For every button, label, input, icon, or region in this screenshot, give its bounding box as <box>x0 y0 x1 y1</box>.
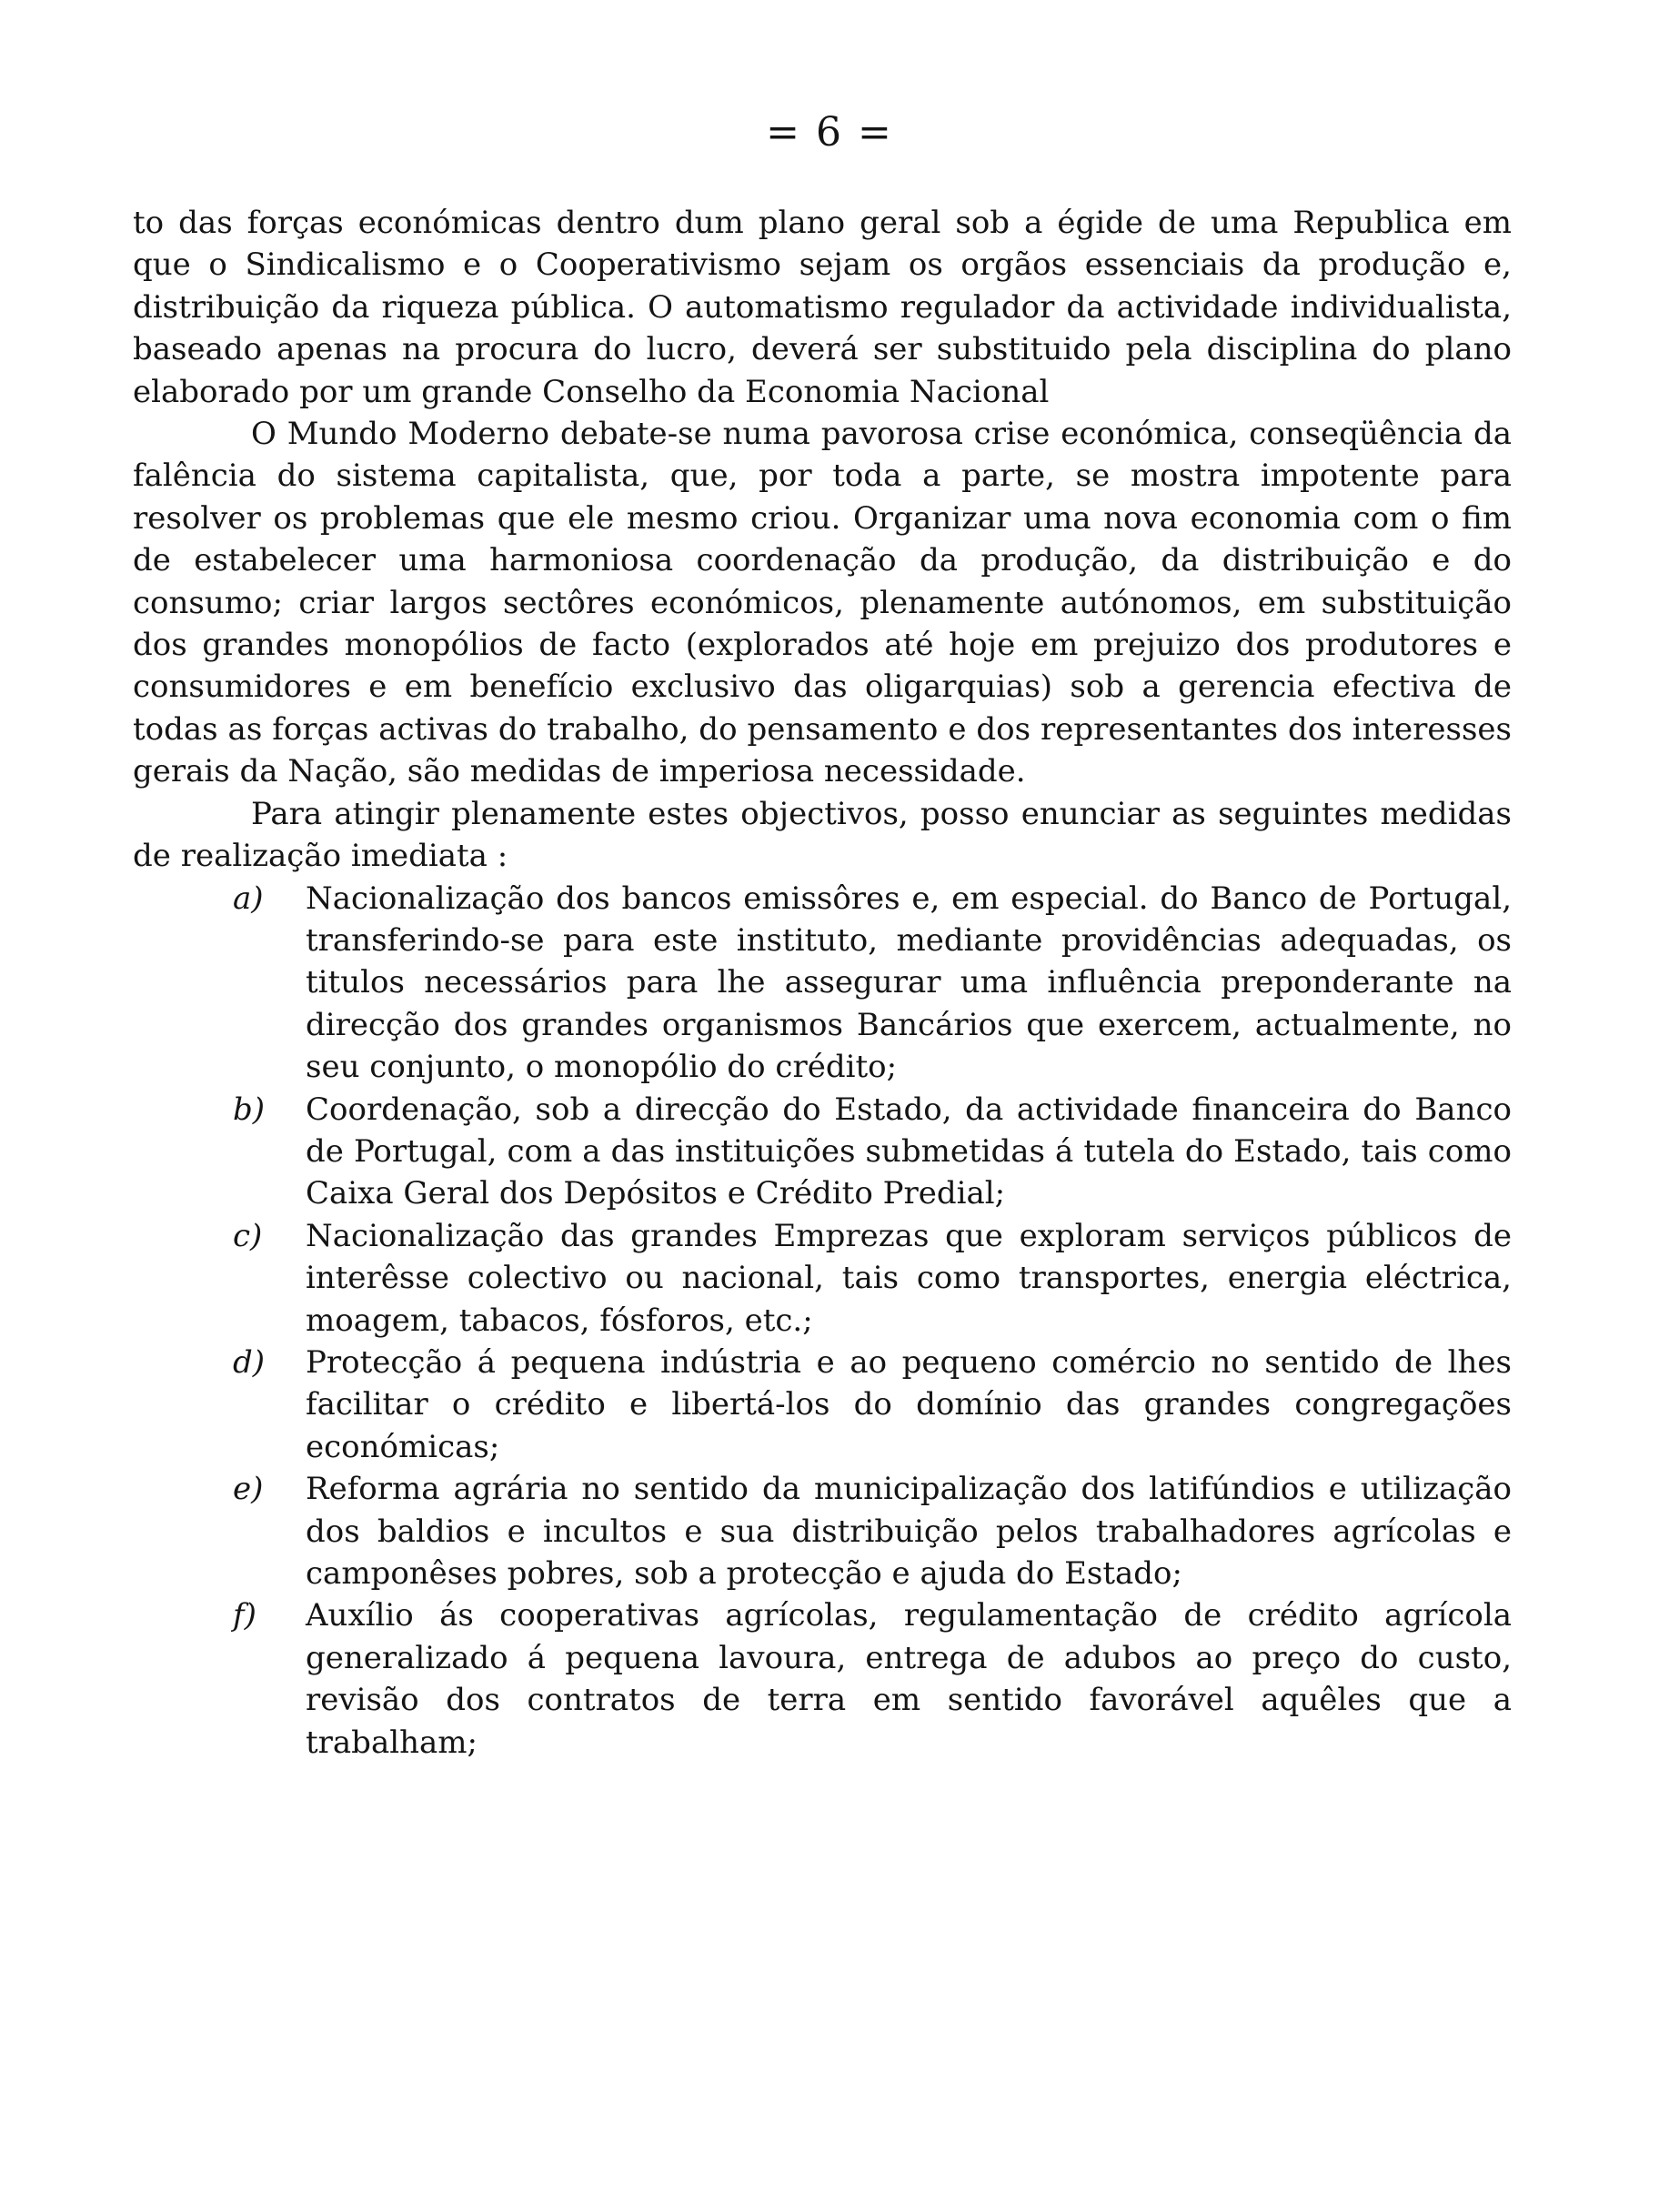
measure-marker: e) <box>233 1471 264 1508</box>
measure-text: Coordenação, sob a direcção do Estado, da actividade financeira do Banco de Portugal, com a das instituições submetidas á tutela do Estado, tais como Caixa Geral dos Depósitos e Crédito Predial; <box>306 1091 1512 1212</box>
measure-item-d <box>133 1342 1512 1468</box>
measure-text: Auxílio ás cooperativas agrícolas, regulamentação de crédito agrícola generalizado á pequena lavoura, entrega de adubos ao preço do custo, revisão dos contratos de terra em sentido favorável aquêles que a trabalham; <box>306 1597 1512 1761</box>
measure-marker: a) <box>233 880 264 917</box>
measure-marker: f) <box>233 1597 256 1634</box>
measure-marker: d) <box>233 1343 266 1381</box>
measure-text: Protecção á pequena indústria e ao pequeno comércio no sentido de lhes facilitar o crédito e libertá-los do domínio das grandes congregações económicas; <box>306 1343 1512 1465</box>
measure-item-e <box>133 1468 1512 1594</box>
paragraph-measures-intro: Para atingir plenamente estes objectivos, posso enunciar as seguintes medidas de realização imediata : <box>133 795 1512 875</box>
measure-marker: c) <box>233 1217 263 1254</box>
document-body <box>133 202 1512 1764</box>
measure-marker: b) <box>233 1091 266 1128</box>
measure-text: Nacionalização dos bancos emissôres e, em especial. do Banco de Portugal, transferindo-se para este instituto, mediante providências adequadas, os titulos necessários para lhe assegurar uma influência preponderante na direcção dos grandes organismos Bancários que exercem, actualmente, no seu conjunto, o monopólio do crédito; <box>306 880 1512 1086</box>
measure-item-a <box>133 878 1512 1089</box>
measure-text: Reforma agrária no sentido da municipalização dos latifúndios e utilização dos baldios e incultos e sua distribuição pelos trabalhadores agrícolas e camponêses pobres, sob a protecção e ajuda do Estado; <box>306 1471 1512 1592</box>
measure-text: Nacionalização das grandes Emprezas que exploram serviços públicos de interêsse colectivo ou nacional, tais como transportes, energia eléctrica, moagem, tabacos, fósforos, etc.; <box>306 1217 1512 1339</box>
measures-list <box>133 878 1512 1765</box>
measure-item-b <box>133 1089 1512 1215</box>
measure-item-f <box>133 1594 1512 1764</box>
page-number: = 6 = <box>766 109 893 156</box>
measure-item-c <box>133 1215 1512 1342</box>
paragraph-crisis: O Mundo Moderno debate-se numa pavorosa crise económica, conseqüência da falência do sistema capitalista, que, por toda a parte, se mostra impotente para resolver os problemas que ele mesmo criou. Organizar uma nova economia com o fim de estabelecer uma harmoniosa coordenação da produção, da distribuição e do consumo; criar largos sectôres económicos, plenamente autónomos, em substituição dos grandes monopólios de facto (explorados até hoje em prejuizo dos produtores e consumidores e em benefício exclusivo das oligarquias) sob a gerencia efectiva de todas as forças activas do trabalho, do pensamento e dos representantes dos interesses gerais da Nação, são medidas de imperiosa necessidade. <box>133 416 1512 790</box>
paragraph-continuation: to das forças económicas dentro dum plano geral sob a égide de uma Republica em que o Sindicalismo e o Cooperativismo sejam os orgãos essenciais da produção e, distribuição da riqueza pública. O automatismo regulador da actividade individualista, baseado apenas na procura do lucro, deverá ser substituido pela disciplina do plano elaborado por um grande Conselho da Economia Nacional <box>133 205 1512 410</box>
